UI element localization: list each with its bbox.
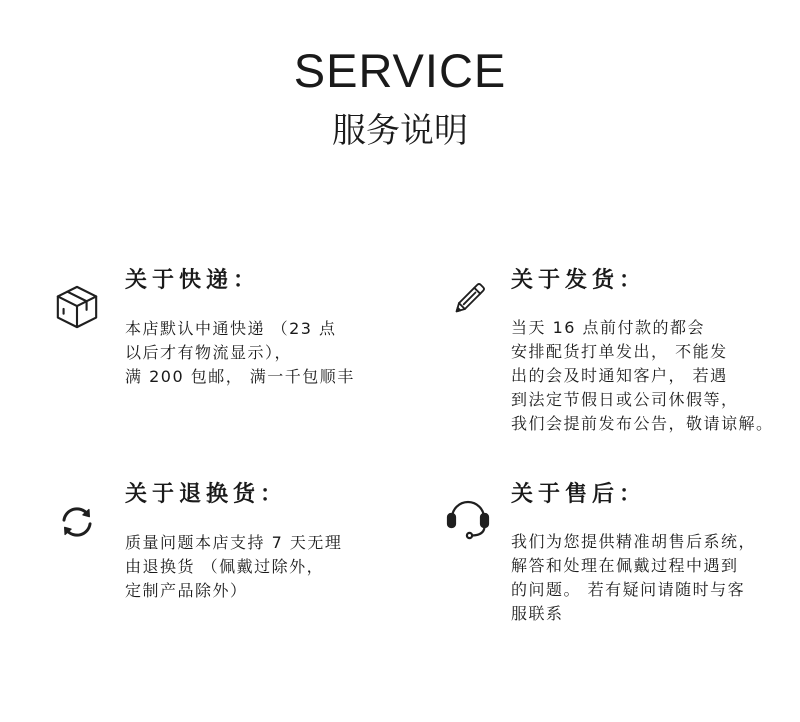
section-text-line: 质量问题本店支持 7 天无理 bbox=[125, 533, 343, 552]
section-text-line: 满 200 包邮， 满一千包顺丰 bbox=[125, 367, 355, 386]
section-text-line: 我们会提前发布公告，敬请谅解。 bbox=[511, 414, 774, 433]
refresh-icon bbox=[56, 501, 98, 543]
section-text-line: 服联系 bbox=[511, 604, 564, 623]
section-body bbox=[511, 316, 774, 436]
page-subtitle: 服务说明 bbox=[332, 111, 468, 151]
section-title: 关于退换货： bbox=[125, 482, 288, 507]
section-text-line: 安排配货打单发出， 不能发 bbox=[511, 342, 728, 361]
section-text-line: 的问题。 若有疑问请随时与客 bbox=[511, 580, 746, 599]
pencil-icon bbox=[449, 279, 489, 319]
section-title: 关于发货： bbox=[511, 268, 647, 293]
section-text-line: 到法定节假日或公司休假等， bbox=[511, 390, 739, 409]
section-text-line: 当天 16 点前付款的都会 bbox=[511, 318, 706, 337]
section-text-line: 我们为您提供精准胡售后系统， bbox=[511, 532, 757, 551]
section-body bbox=[511, 530, 756, 626]
package-box-icon bbox=[54, 284, 100, 330]
headset-icon bbox=[444, 492, 492, 540]
section-text-line: 定制产品除外） bbox=[125, 581, 248, 600]
section-title: 关于快递： bbox=[125, 268, 261, 293]
section-text-line: 本店默认中通快递 （23 点 bbox=[125, 319, 337, 338]
section-title: 关于售后： bbox=[511, 482, 647, 507]
section-text-line: 解答和处理在佩戴过程中遇到 bbox=[511, 556, 739, 575]
page-title: SERVICE bbox=[293, 44, 507, 97]
section-text-line: 以后才有物流显示）， bbox=[125, 343, 293, 362]
section-body bbox=[125, 531, 342, 603]
section-text-line: 由退换货 （佩戴过除外， bbox=[125, 557, 325, 576]
section-body bbox=[125, 317, 355, 389]
section-text-line: 出的会及时通知客户， 若遇 bbox=[511, 366, 728, 385]
